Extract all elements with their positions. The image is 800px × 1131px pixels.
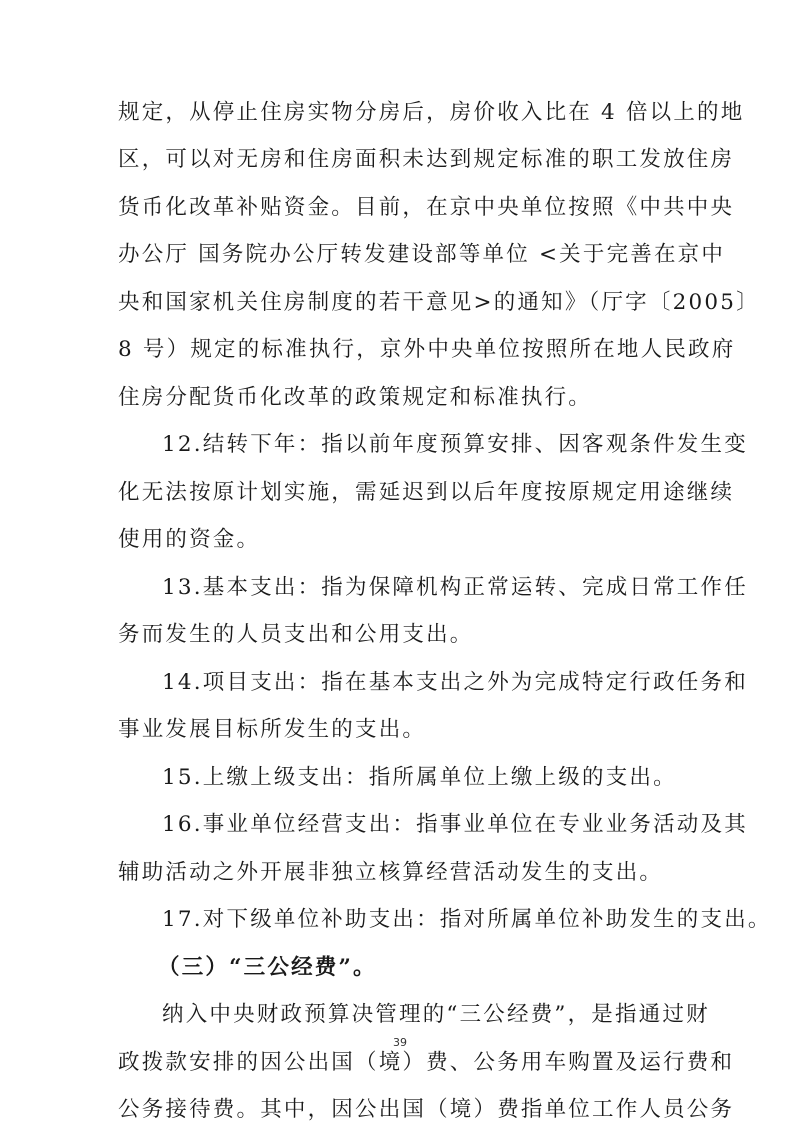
text-line: 12.结转下年：指以前年度预算安排、因客观条件发生变: [162, 432, 748, 457]
text-line: 央和国家机关住房制度的若干意见>的通知》（厅字〔2005〕: [118, 290, 760, 315]
text-line: 15.上缴上级支出：指所属单位上缴上级的支出。: [162, 765, 677, 790]
text-line: 化无法按原计划实施，需延迟到以后年度按原规定用途继续: [118, 480, 735, 505]
section-heading: （三）“三公经费”。: [158, 955, 377, 980]
text-line: 务而发生的人员支出和公用支出。: [118, 622, 474, 647]
text-line: 16.事业单位经营支出：指事业单位在专业业务活动及其: [162, 812, 748, 837]
text-line: 8 号）规定的标准执行，京外中央单位按照所在地人民政府: [118, 337, 736, 362]
page-number: 39: [393, 1036, 407, 1049]
text-line: 公务接待费。其中，因公出国（境）费指单位工作人员公务: [118, 1097, 735, 1122]
text-line: 区，可以对无房和住房面积未达到规定标准的职工发放住房: [118, 147, 735, 172]
text-line: 货币化改革补贴资金。目前，在京中央单位按照《中共中央: [118, 195, 735, 220]
text-line: 住房分配货币化改革的政策规定和标准执行。: [118, 385, 593, 410]
text-line: 13.基本支出：指为保障机构正常运转、完成日常工作任: [162, 575, 748, 600]
text-line: 辅助活动之外开展非独立核算经营活动发生的支出。: [118, 860, 664, 885]
text-line: 14.项目支出：指在基本支出之外为完成特定行政任务和: [162, 670, 748, 695]
text-line: 17.对下级单位补助支出：指对所属单位补助发生的支出。: [162, 907, 772, 932]
text-line: 政拨款安排的因公出国（境）费、公务用车购置及运行费和: [118, 1050, 735, 1075]
text-line: 使用的资金。: [118, 527, 261, 552]
text-line: 纳入中央财政预算决管理的“三公经费”，是指通过财: [162, 1002, 710, 1027]
text-line: 事业发展目标所发生的支出。: [118, 717, 427, 742]
text-line: 规定，从停止住房实物分房后，房价收入比在 4 倍以上的地: [118, 100, 745, 125]
text-line: 办公厅 国务院办公厅转发建设部等单位 <关于完善在京中: [118, 242, 726, 267]
